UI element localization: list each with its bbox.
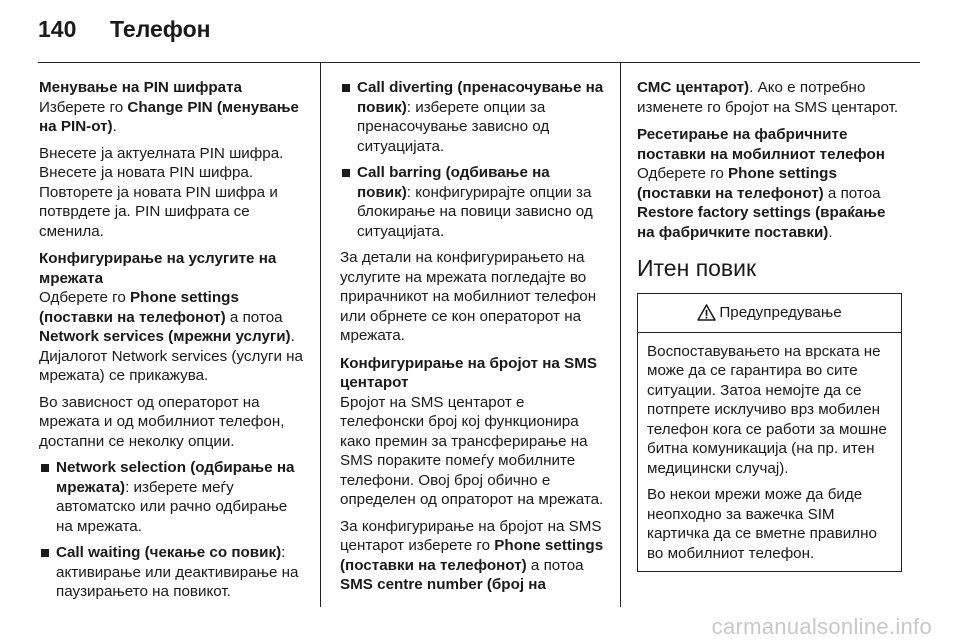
column-2: [340, 78, 606, 602]
column-1: [39, 78, 307, 609]
pin-text: Внесете ја актуелната PIN шифра. Внесете ја новата PIN шифра. Повторете ја новата PIN шифра и потврдете ја. PIN шифрата се сменила.: [39, 144, 284, 240]
network-instruction: Одберете го Phone settings (поставки на телефонот) а потоа Network services (мрежни услуги). Дијалогот Network services (услуги на мрежата) се прикажува.: [39, 289, 304, 384]
column-divider: [620, 62, 621, 607]
sms-heading: Конфигурирање на бројот на SMS центарот: [340, 354, 597, 391]
warning-box: [637, 293, 902, 573]
warning-label: Предупредување: [719, 303, 842, 321]
bullet-call-diverting: Call diverting (пренасочување на повик): изберете опции за пренасочување зависно од ситуацијата.: [340, 78, 606, 156]
column-divider: [320, 62, 321, 607]
reset-heading: Ресетирање на фабричните поставки на мобилниот телефон: [637, 126, 885, 163]
warning-text-2: Во некои мрежи може да биде неопходно за важечка SIM картичка да се вметне правилно во мобилниот телефон.: [647, 486, 877, 562]
network-heading: Конфигурирање на услугите на мрежата: [39, 250, 277, 287]
warning-header: [638, 294, 901, 333]
network-text: Во зависност од операторот на мрежата и од мобилниот телефон, достапни се неколку опции.: [39, 393, 285, 450]
reset-instruction: Одберете го Phone settings (поставки на телефонот) а потоа Restore factory settings (враќање на фабричките поставки).: [637, 165, 886, 241]
warning-body: [638, 333, 901, 572]
sms-continued: СМС центарот). Ако е потребно изменете го бројот на SMS центарот.: [637, 79, 899, 116]
column-3: [637, 78, 902, 572]
bullet-call-waiting: Call waiting (чекање со повик): активирање или деактивирање на паузирањето на повикот.: [39, 543, 307, 602]
sms-text: Бројот на SMS центарот е телефонски број кој функционира како премин за трансферирање на SMS пораките помеѓу мобилните телефони. Овој број обично е определен од опраторот на мрежата.: [340, 393, 604, 508]
warning-triangle-icon: [697, 304, 716, 321]
details-text: За детали на конфигурирањето на услугите на мрежата погледајте во прирачникот на мобилниот телефон или обрнете се кон операторот на мрежата.: [340, 249, 597, 344]
page-number: 140: [38, 16, 77, 42]
pin-instruction: Изберете го Change PIN (менување на PIN-от).: [39, 98, 300, 135]
sms-instruction: За конфигурирање на бројот на SMS центарот изберете го Phone settings (поставки на телефонот) а потоа SMS centre number (број на: [340, 517, 604, 593]
header-rule: [38, 62, 920, 63]
section-title: Итен повик: [637, 255, 757, 281]
watermark: carmanualsonline.info: [711, 614, 932, 639]
warning-text-1: Воспоставувањето на врската не може да се гарантира во сите ситуации. Затоа немојте да се потпрете исклучиво врз мобилен телефон кога се работи за мошне битна комуникација (на пр. итен медицински случај).: [647, 342, 887, 477]
bullet-network-selection: Network selection (одбирање на мрежата): изберете меѓу автоматско или рачно одбирање на мрежата.: [39, 458, 307, 536]
pin-heading: Менување на PIN шифрата: [39, 79, 242, 96]
page-header: [38, 16, 211, 43]
bullet-call-barring: Call barring (одбивање на повик): конфигурирајте опции за блокирање на повици зависно од ситуацијата.: [340, 163, 606, 241]
page-title: Телефон: [110, 16, 211, 42]
